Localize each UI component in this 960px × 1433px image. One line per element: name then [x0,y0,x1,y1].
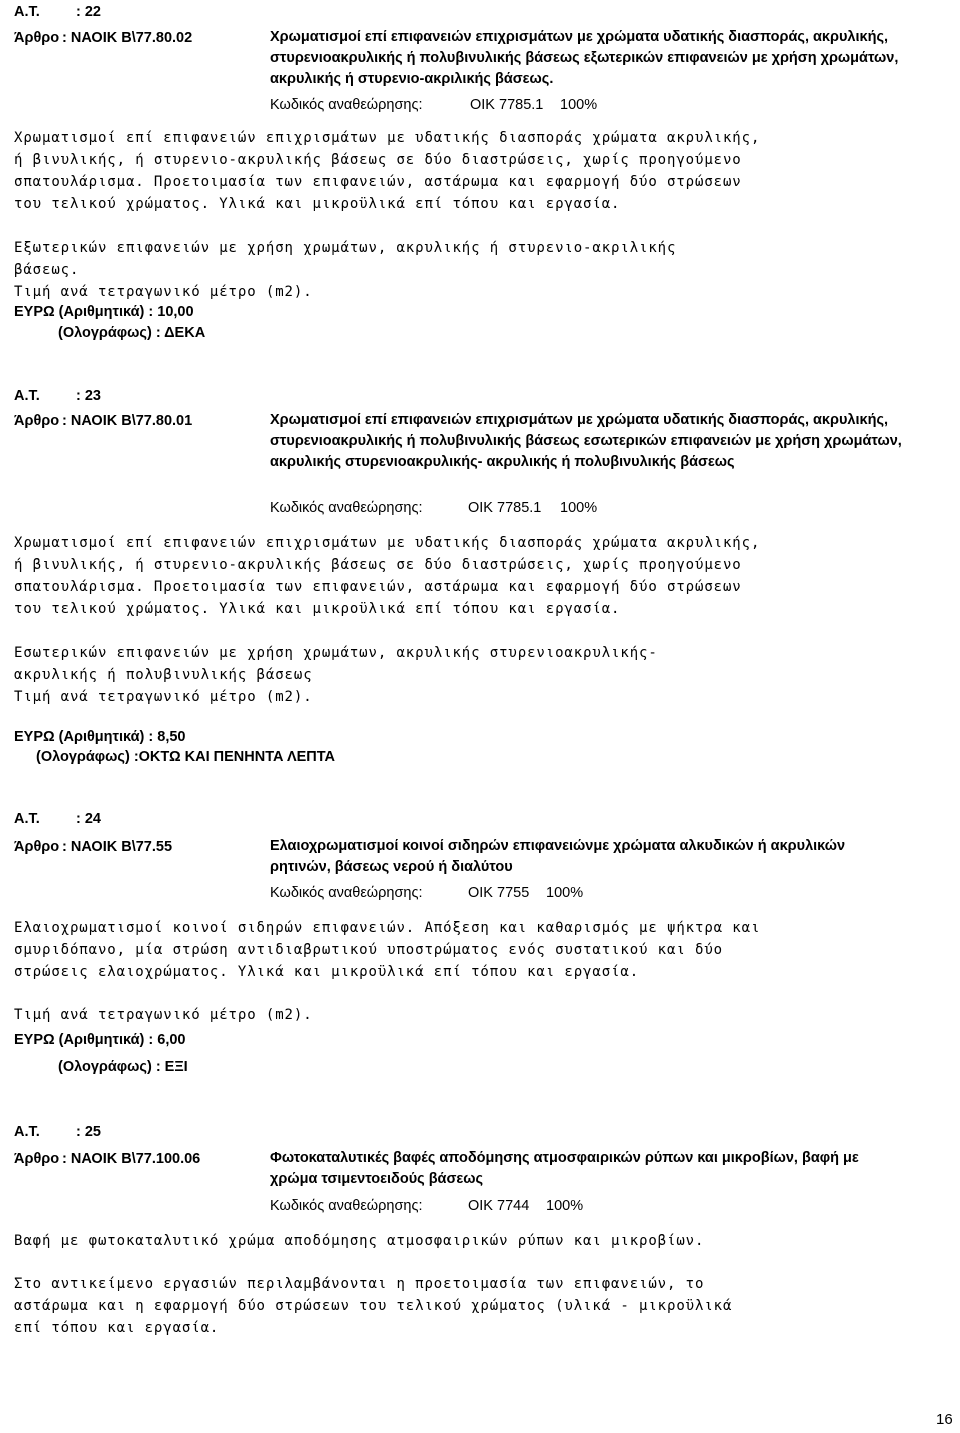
revision-code-value: ΟΙΚ 7755 [468,885,530,901]
description-line: Χρωματισμοί επί επιφανειών επιχρισμάτων με υδατικής διασποράς χρώματα ακρυλικής, [14,535,761,551]
scope-line: αστάρωμα και η εφαρμογή δύο στρώσεων του τελικού χρώματος (υλικά - μικροϋλικά [14,1298,733,1314]
at-value: : 24 [76,811,101,827]
at-label: Α.Τ. [14,4,40,20]
price-numeric: ΕΥΡΩ (Αριθμητικά) : 6,00 [14,1032,186,1048]
scope-line: επί τόπου και εργασία. [14,1320,220,1336]
at-value: : 25 [76,1124,101,1140]
description-line: του τελικού χρώματος. Υλικά και μικροϋλικά επί τόπου και εργασία. [14,601,621,617]
description-line: Χρωματισμοί επί επιφανειών επιχρισμάτων με υδατικής διασποράς χρώματα ακρυλικής, [14,130,761,146]
scope-text [14,1273,732,1339]
scope-text [14,1004,313,1026]
description-line: Βαφή με φωτοκαταλυτικό χρώμα αποδόμησης ατμοσφαιρικών ρύπων και μικροβίων. [14,1233,705,1249]
arthro-label: Άρθρο [14,413,60,429]
price-words: (Ολογράφως) :ΟΚΤΩ ΚΑΙ ΠΕΝΗΝΤΑ ΛΕΠΤΑ [36,749,336,765]
description-line: στρώσεις ελαιοχρώματος. Υλικά και μικροϋλικά επί τόπου και εργασία. [14,964,640,980]
price-numeric: ΕΥΡΩ (Αριθμητικά) : 8,50 [14,729,186,745]
description [14,1230,704,1252]
article-title: Χρωματισμοί επί επιφανειών επιχρισμάτων με χρώματα υδατικής διασποράς, ακρυλικής, στυρενιοακρυλικής ή πολυβινυλικής βάσεως εσωτερικών επιφανειών με χρήση χρωμάτων, ακρυλικής στυρενιοακρυλικής- ακρυλικής ή πολυβινυλικής βάσεως [270,412,902,470]
description-line: ή βινυλικής, ή στυρενιο-ακρυλικής βάσεως σε δύο διαστρώσεις, χωρίς προηγούμενο [14,152,742,168]
scope-text [14,642,658,708]
article-title: Ελαιοχρωματισμοί κοινοί σιδηρών επιφανειώνμε χρώματα αλκυδικών ή ακρυλικών ρητινών, βάσεως νερού ή διαλύτου [270,838,846,875]
revision-code-value: ΟΙΚ 7785.1 [468,500,542,516]
scope-line: ακρυλικής ή πολυβινυλικής βάσεως [14,667,313,683]
description [14,917,760,983]
revision-code-value: ΟΙΚ 7744 [468,1198,530,1214]
description-line: σμυριδόπανο, μία στρώση αντιδιαβρωτικού υποστρώματος ενός συστατικού και δύο [14,942,723,958]
arthro-value: : ΝΑΟΙΚ Β\77.100.06 [62,1151,201,1167]
revision-code-label: Κωδικός αναθεώρησης: [270,1198,423,1214]
price-words: (Ολογράφως) : ΕΞΙ [58,1059,188,1075]
revision-code-label: Κωδικός αναθεώρησης: [270,97,423,113]
revision-code-percent: 100% [546,885,584,901]
scope-text [14,237,676,303]
arthro-label: Άρθρο [14,839,60,855]
at-label: Α.Τ. [14,388,40,404]
at-value: : 22 [76,4,101,20]
description-line: Ελαιοχρωματισμοί κοινοί σιδηρών επιφανειών. Απόξεση και καθαρισμός με ψήκτρα και [14,920,761,936]
description [14,532,760,620]
arthro-value: : ΝΑΟΙΚ Β\77.80.01 [62,413,193,429]
description-line: σπατουλάρισμα. Προετοιμασία των επιφανειών, αστάρωμα και εφαρμογή δύο στρώσεων [14,174,742,190]
scope-line: Εξωτερικών επιφανειών με χρήση χρωμάτων, ακρυλικής ή στυρενιο-ακριλικής [14,240,677,256]
scope-line: Τιμή ανά τετραγωνικό μέτρο (m2). [14,1007,313,1023]
description [14,127,760,215]
scope-line: Στο αντικείμενο εργασιών περιλαμβάνονται η προετοιμασία των επιφανειών, το [14,1276,705,1292]
revision-code-label: Κωδικός αναθεώρησης: [270,885,423,901]
price-words: (Ολογράφως) : ΔΕΚΑ [58,325,206,341]
revision-code-percent: 100% [560,97,598,113]
scope-line: Εσωτερικών επιφανειών με χρήση χρωμάτων, ακρυλικής στυρενιοακρυλικής- [14,645,658,661]
at-value: : 23 [76,388,101,404]
revision-code-percent: 100% [560,500,598,516]
scope-line: Τιμή ανά τετραγωνικό μέτρο (m2). [14,284,313,300]
article-title: Χρωματισμοί επί επιφανειών επιχρισμάτων με χρώματα υδατικής διασποράς, ακρυλικής, στυρενιοακρυλικής ή πολυβινυλικής βάσεως εξωτερικών επιφανειών με χρήση χρωμάτων, ακρυλικής ή στυρενιο-ακριλικής βάσεως. [270,29,899,87]
at-label: Α.Τ. [14,1124,40,1140]
price-numeric: ΕΥΡΩ (Αριθμητικά) : 10,00 [14,304,194,320]
scope-line: βάσεως. [14,262,80,278]
at-label: Α.Τ. [14,811,40,827]
arthro-value: : ΝΑΟΙΚ Β\77.55 [62,839,173,855]
arthro-label: Άρθρο [14,30,60,46]
description-line: σπατουλάρισμα. Προετοιμασία των επιφανειών, αστάρωμα και εφαρμογή δύο στρώσεων [14,579,742,595]
revision-code-percent: 100% [546,1198,584,1214]
arthro-value: : ΝΑΟΙΚ Β\77.80.02 [62,30,193,46]
article-title: Φωτοκαταλυτικές βαφές αποδόμησης ατμοσφαιρικών ρύπων και μικροβίων, βαφή με χρώμα τσιμεντοειδούς βάσεως [270,1150,859,1187]
revision-code-value: ΟΙΚ 7785.1 [470,97,544,113]
page-number: 16 [936,1411,953,1428]
scope-line: Τιμή ανά τετραγωνικό μέτρο (m2). [14,689,313,705]
arthro-label: Άρθρο [14,1151,60,1167]
description-line: ή βινυλικής, ή στυρενιο-ακρυλικής βάσεως σε δύο διαστρώσεις, χωρίς προηγούμενο [14,557,742,573]
revision-code-label: Κωδικός αναθεώρησης: [270,500,423,516]
description-line: του τελικού χρώματος. Υλικά και μικροϋλικά επί τόπου και εργασία. [14,196,621,212]
